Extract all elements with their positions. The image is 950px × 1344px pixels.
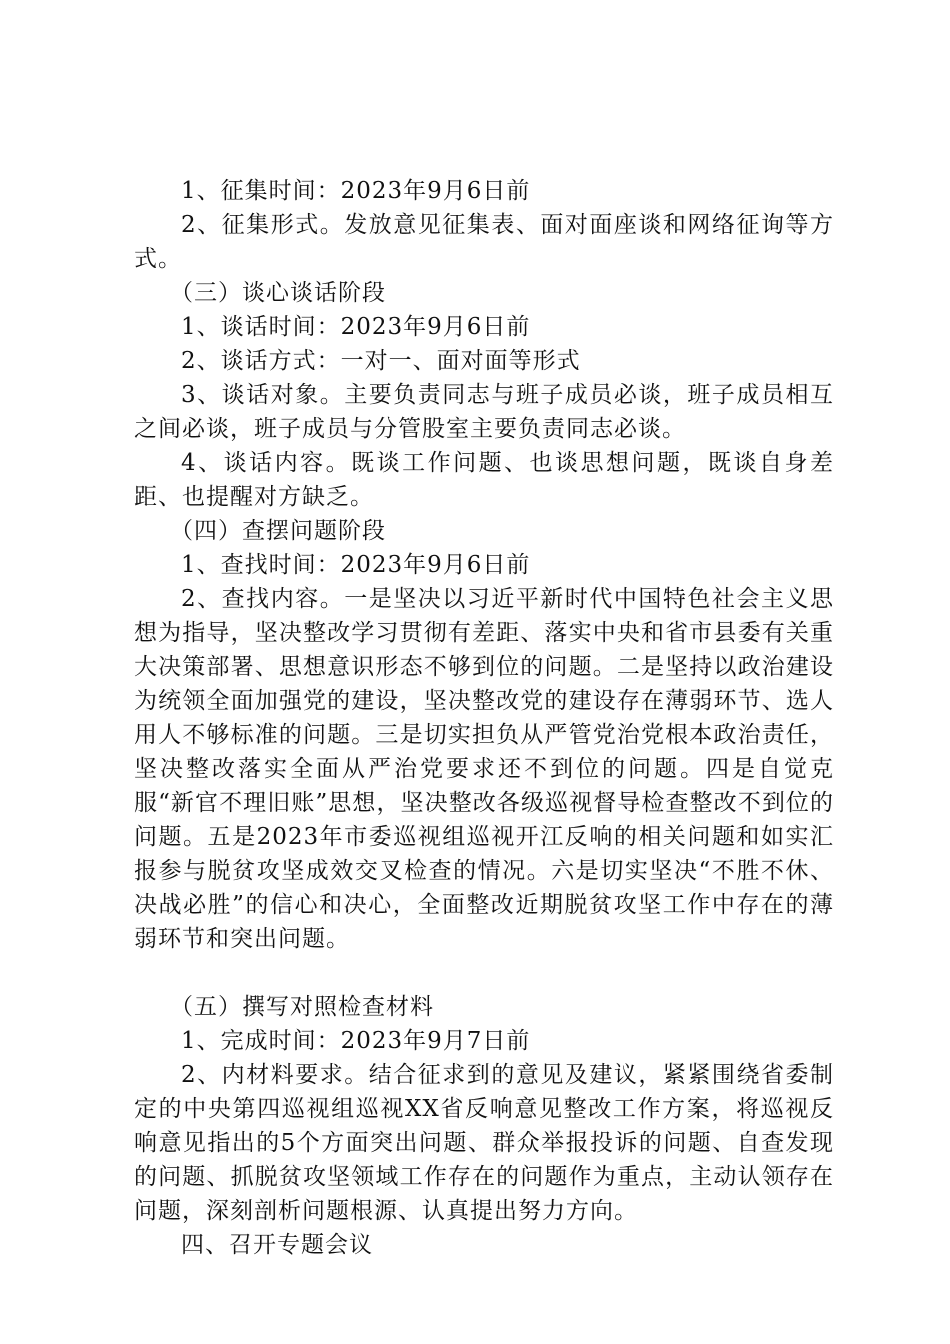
paragraph-talk-method: 2、谈话方式：一对一、面对面等形式 xyxy=(181,348,581,374)
section-heading-problem-stage: （四）查摆问题阶段 xyxy=(170,518,386,544)
paragraph-spacer xyxy=(134,956,834,990)
paragraph-search-time: 1、查找时间：2023年9月6日前 xyxy=(181,552,531,578)
document-body xyxy=(134,174,834,1262)
paragraph-talk-target: 3、谈话对象。主要负责同志与班子成员必谈，班子成员相互之间必谈，班子成员与分管股室主要负责同志必谈。 xyxy=(134,382,834,442)
paragraph-collection-form: 2、征集形式。发放意见征集表、面对面座谈和网络征询等方式。 xyxy=(134,212,834,272)
paragraph-collection-time: 1、征集时间：2023年9月6日前 xyxy=(181,178,531,204)
section-heading-meeting: 四、召开专题会议 xyxy=(181,1232,373,1258)
paragraph-talk-time: 1、谈话时间：2023年9月6日前 xyxy=(181,314,531,340)
section-heading-talk-stage: （三）谈心谈话阶段 xyxy=(170,280,386,306)
paragraph-search-content: 2、查找内容。一是坚决以习近平新时代中国特色社会主义思想为指导，坚决整改学习贯彻有差距、落实中央和省市县委有关重大决策部署、思想意识形态不够到位的问题。二是坚持以政治建设为统领全面加强党的建设，坚决整改党的建设存在薄弱环节、选人用人不够标准的问题。三是切实担负从严管党治党根本政治责任，坚决整改落实全面从严治党要求还不到位的问题。四是自觉克服“新官不理旧账”思想，坚决整改各级巡视督导检查整改不到位的问题。五是2023年市委巡视组巡视开江反响的相关问题和如实汇报参与脱贫攻坚成效交叉检查的情况。六是切实坚决“不胜不休、决战必胜”的信心和决心，全面整改近期脱贫攻坚工作中存在的薄弱环节和突出问题。 xyxy=(134,586,834,952)
paragraph-talk-content: 4、谈话内容。既谈工作问题、也谈思想问题，既谈自身差距、也提醒对方缺乏。 xyxy=(134,450,834,510)
section-heading-materials: （五）撰写对照检查材料 xyxy=(170,994,434,1020)
paragraph-completion-time: 1、完成时间：2023年9月7日前 xyxy=(181,1028,531,1054)
paragraph-material-requirements: 2、内材料要求。结合征求到的意见及建议，紧紧围绕省委制定的中央第四巡视组巡视XX省反响意见整改工作方案，将巡视反响意见指出的5个方面突出问题、群众举报投诉的问题、自查发现的问题、抓脱贫攻坚领域工作存在的问题作为重点，主动认领存在问题，深刻剖析问题根源、认真提出努力方向。 xyxy=(134,1062,834,1224)
